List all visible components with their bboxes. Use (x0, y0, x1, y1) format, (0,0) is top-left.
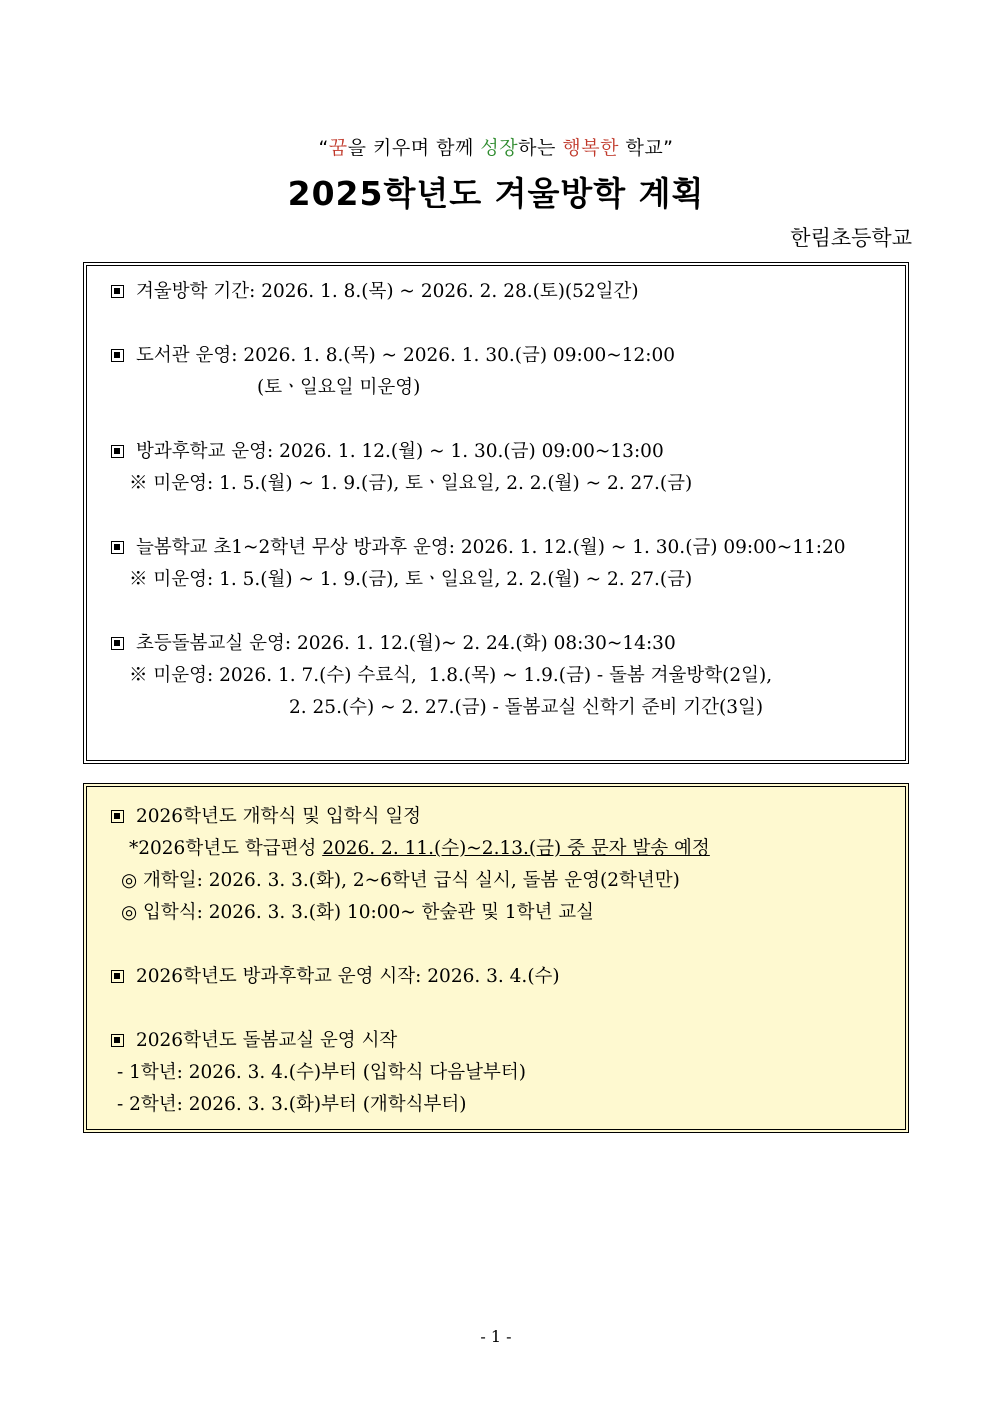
new-semester-inner-border (86, 786, 906, 1130)
square-bullet-icon (111, 445, 124, 458)
square-bullet-icon (111, 637, 124, 650)
dolbom-note-1: ※ 미운영: 2026. 1. 7.(수) 수료식, 1.8.(목) ~ 1.9.(금) - 돌봄 겨울방학(2일), (129, 665, 773, 686)
motto-seongjang: 성장 (480, 137, 519, 159)
vacation-schedule-box (83, 262, 909, 764)
neulbom-line (111, 536, 846, 560)
neulbom-note: ※ 미운영: 1. 5.(월) ~ 1. 9.(금), 토ㆍ일요일, 2. 2.(월) ~ 2. 27.(금) (129, 569, 693, 590)
library-text: 도서관 운영: 2026. 1. 8.(목) ~ 2026. 1. 30.(금) 09:00~12:00 (136, 345, 676, 366)
school-motto (0, 133, 992, 160)
grade1-line: - 1학년: 2026. 3. 4.(수)부터 (입학식 다음날부터) (117, 1062, 526, 1083)
square-bullet-icon (111, 810, 124, 823)
afterschool-note: ※ 미운영: 1. 5.(월) ~ 1. 9.(금), 토ㆍ일요일, 2. 2.(월) ~ 2. 27.(금) (129, 473, 693, 494)
class-assignment-line (129, 837, 710, 861)
neulbom-text: 늘봄학교 초1~2학년 무상 방과후 운영: 2026. 1. 12.(월) ~ 1. 30.(금) 09:00~11:20 (136, 537, 846, 558)
dolbom-note-2: 2. 25.(수) ~ 2. 27.(금) - 돌봄교실 신학기 준비 기간(3일) (289, 697, 764, 718)
page-title: 2025학년도 겨울방학 계획 (287, 174, 705, 213)
square-bullet-icon (111, 970, 124, 983)
page-number: - 1 - (480, 1327, 512, 1346)
vacation-period-text: 겨울방학 기간: 2026. 1. 8.(목) ~ 2026. 2. 28.(토)(52일간) (136, 281, 639, 302)
afterschool-start-text: 2026학년도 방과후학교 운영 시작: 2026. 3. 4.(수) (136, 966, 560, 987)
dolbom-start-line (111, 1029, 397, 1053)
motto-haengbok: 행복한 (562, 137, 619, 159)
new-semester-box (83, 783, 909, 1133)
opening-text: 2026학년도 개학식 및 입학식 일정 (136, 806, 422, 827)
school-name: 한림초등학교 (790, 226, 912, 250)
class-assignment-date: 2026. 2. 11.(수)~2.13.(금) 중 문자 발송 예정 (322, 838, 710, 859)
dolbom-line (111, 632, 676, 656)
square-bullet-icon (111, 285, 124, 298)
opening-line (111, 805, 421, 829)
class-assignment-prefix: *2026학년도 학급편성 (129, 838, 323, 859)
entrance-ceremony-line: ◎ 입학식: 2026. 3. 3.(화) 10:00~ 한숲관 및 1학년 교실 (121, 902, 595, 923)
motto-part1: 을 키우며 함께 (347, 137, 481, 159)
opening-day-line: ◎ 개학일: 2026. 3. 3.(화), 2~6학년 급식 실시, 돌봄 운영(2학년만) (121, 870, 680, 891)
vacation-period-line (111, 280, 639, 304)
afterschool-text: 방과후학교 운영: 2026. 1. 12.(월) ~ 1. 30.(금) 09:00~13:00 (136, 441, 664, 462)
square-bullet-icon (111, 541, 124, 554)
library-line (111, 344, 675, 368)
dolbom-text: 초등돌봄교실 운영: 2026. 1. 12.(월)~ 2. 24.(화) 08:30~14:30 (136, 633, 676, 654)
motto-part3: 학교” (618, 137, 674, 159)
dolbom-start-text: 2026학년도 돌봄교실 운영 시작 (136, 1030, 398, 1051)
library-note: (토ㆍ일요일 미운영) (257, 377, 421, 398)
square-bullet-icon (111, 1034, 124, 1047)
grade2-line: - 2학년: 2026. 3. 3.(화)부터 (개학식부터) (117, 1094, 467, 1115)
motto-kkum: 꿈 (328, 137, 348, 159)
afterschool-start-line (111, 965, 560, 989)
motto-open-quote: “ (318, 137, 329, 159)
afterschool-line (111, 440, 664, 464)
motto-part2: 하는 (518, 137, 563, 159)
square-bullet-icon (111, 349, 124, 362)
vacation-schedule-inner-border (86, 265, 906, 761)
